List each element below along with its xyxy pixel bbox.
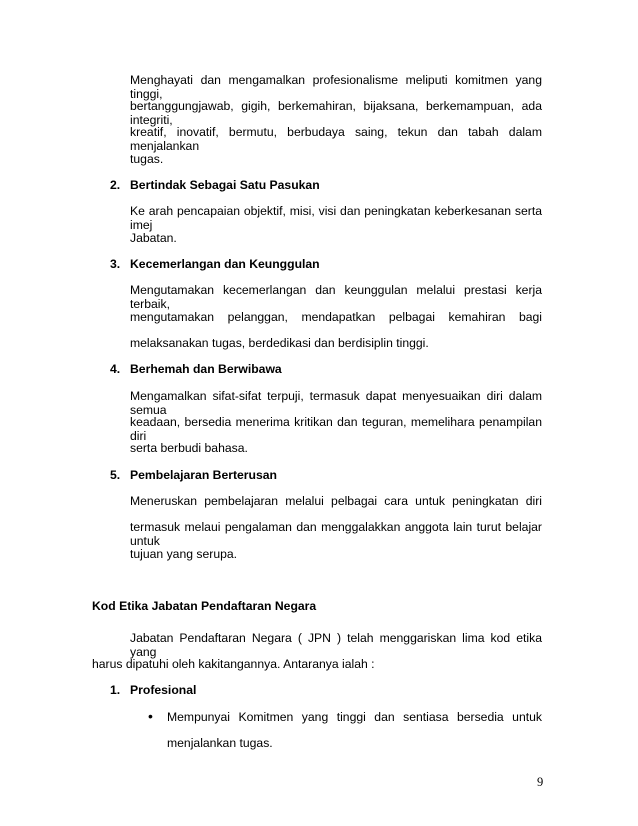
item-4-line-2: keadaan, bersedia menerima kritikan dan teguran, memelihara penampilan diri xyxy=(130,415,542,443)
item-2-line-1: Ke arah pencapaian objektif, misi, visi dan peningkatan keberkesanan serta imej xyxy=(130,204,542,232)
bullet-line-1: Mempunyai Komitmen yang tinggi dan sentiasa bersedia untuk xyxy=(167,710,542,724)
intro-line-1: Menghayati dan mengamalkan profesionalisme meliputi komitmen yang tinggi, xyxy=(130,73,542,101)
item-2-heading: Bertindak Sebagai Satu Pasukan xyxy=(130,178,320,192)
bullet-line-2: menjalankan tugas. xyxy=(167,736,273,750)
item-3-number: 3. xyxy=(110,257,121,271)
item-2-line-2: Jabatan. xyxy=(130,231,177,245)
intro-line-4: tugas. xyxy=(130,152,164,166)
item-5-line-3: tujuan yang serupa. xyxy=(130,547,238,561)
intro-line-3: kreatif, inovatif, bermutu, berbudaya saing, tekun dan tabah dalam menjalankan xyxy=(130,125,542,153)
item-2-number: 2. xyxy=(110,178,121,192)
page-number: 9 xyxy=(537,775,544,789)
item-5-line-2: termasuk melaui pengalaman dan menggalakkan anggota lain turut belajar untuk xyxy=(130,520,542,548)
bullet-icon: • xyxy=(148,708,153,724)
item-4-line-1: Mengamalkan sifat-sifat terpuji, termasuk dapat menyesuaikan diri dalam semua xyxy=(130,389,542,417)
section-para-line-1: Jabatan Pendaftaran Negara ( JPN ) telah menggariskan lima kod etika yang xyxy=(130,631,542,659)
item-5-line-1: Meneruskan pembelajaran melalui pelbagai cara untuk peningkatan diri xyxy=(130,494,542,508)
intro-line-2: bertanggungjawab, gigih, berkemahiran, bijaksana, berkemampuan, ada integriti, xyxy=(130,99,542,127)
item-4-heading: Berhemah dan Berwibawa xyxy=(130,362,282,376)
section-item-1-heading: Profesional xyxy=(130,683,197,697)
item-4-number: 4. xyxy=(110,362,121,376)
item-5-number: 5. xyxy=(110,468,121,482)
section-heading: Kod Etika Jabatan Pendaftaran Negara xyxy=(92,599,317,613)
section-para-line-2: harus dipatuhi oleh kakitangannya. Antaranya ialah : xyxy=(92,657,375,671)
item-4-line-3: serta berbudi bahasa. xyxy=(130,441,248,455)
item-5-heading: Pembelajaran Berterusan xyxy=(130,468,277,482)
section-item-1-number: 1. xyxy=(110,683,121,697)
item-3-heading: Kecemerlangan dan Keunggulan xyxy=(130,257,320,271)
item-3-line-3: melaksanakan tugas, berdedikasi dan berdisiplin tinggi. xyxy=(130,336,429,350)
item-3-line-2: mengutamakan pelanggan, mendapatkan pelbagai kemahiran bagi xyxy=(130,310,542,324)
item-3-line-1: Mengutamakan kecemerlangan dan keunggulan melalui prestasi kerja terbaik, xyxy=(130,283,542,311)
